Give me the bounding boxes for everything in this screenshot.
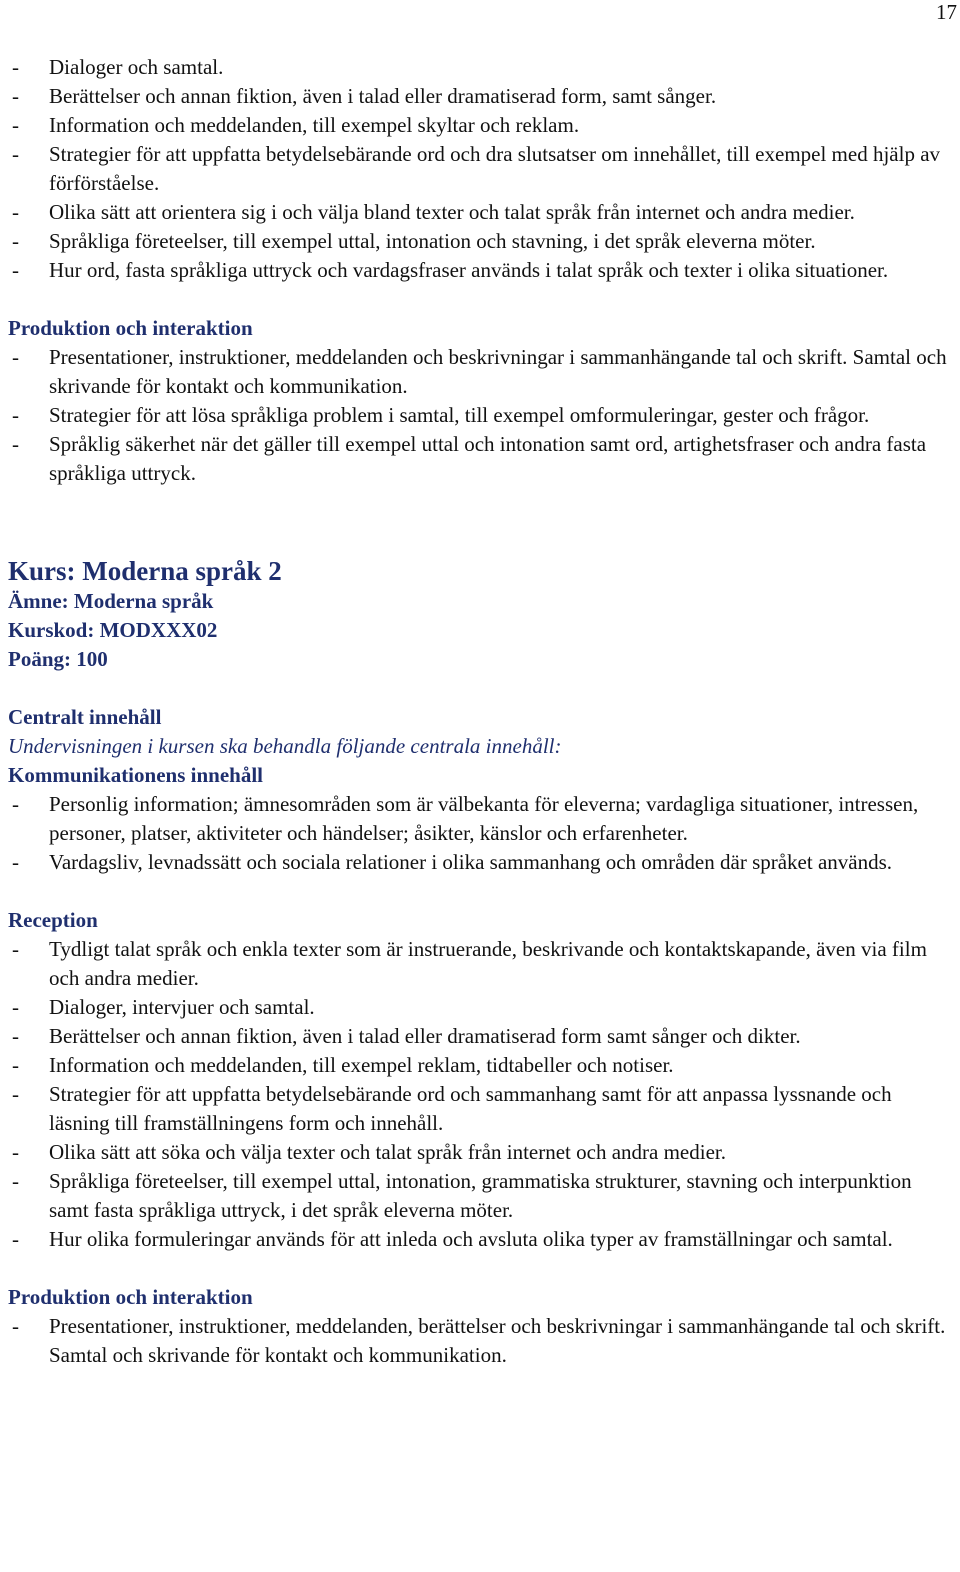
list-item: - Språklig säkerhet när det gäller till exempel uttal och intonation samt ord, artighetsfraser och andra fasta språkliga uttryck. xyxy=(8,430,956,488)
list-item: - Dialoger, intervjuer och samtal. xyxy=(8,993,956,1022)
section-heading-produktion-2: Produktion och interaktion xyxy=(8,1285,253,1309)
list-item: - Vardagsliv, levnadssätt och sociala relationer i olika sammanhang och områden där språket används. xyxy=(8,848,956,877)
produktion-list xyxy=(8,343,956,488)
list-item: - Presentationer, instruktioner, meddelanden, berättelser och beskrivningar i sammanhängande tal och skrift. Samtal och skrivande för kontakt och kommunikation. xyxy=(8,1312,956,1370)
document-body xyxy=(8,53,956,1370)
list-item: - Personlig information; ämnesområden som är välbekanta för eleverna; vardagliga situationer, intressen, personer, platser, aktiviteter och händelser; åsikter, känslor och erfarenheter. xyxy=(8,790,956,848)
kommunikation-list xyxy=(8,790,956,877)
list-item: - Strategier för att uppfatta betydelsebärande ord och dra slutsatser om innehållet, till exempel med hjälp av förförståelse. xyxy=(8,140,956,198)
list-item: - Olika sätt att orientera sig i och välja bland texter och talat språk från internet och andra medier. xyxy=(8,198,956,227)
list-item: - Dialoger och samtal. xyxy=(8,53,956,82)
produktion-list-2 xyxy=(8,1312,956,1370)
reception-list xyxy=(8,935,956,1254)
course-title: Kurs: Moderna språk 2 xyxy=(8,556,282,586)
list-item: - Strategier för att lösa språkliga problem i samtal, till exempel omformuleringar, gester och frågor. xyxy=(8,401,956,430)
section-heading-reception: Reception xyxy=(8,908,98,932)
list-item: - Strategier för att uppfatta betydelsebärande ord och sammanhang samt för att anpassa lyssnande och läsning till framställningens form och innehåll. xyxy=(8,1080,956,1138)
central-content-heading: Centralt innehåll xyxy=(8,705,162,729)
list-item: - Hur ord, fasta språkliga uttryck och vardagsfraser används i talat språk och texter i olika situationer. xyxy=(8,256,956,285)
section-heading-produktion: Produktion och interaktion xyxy=(8,316,253,340)
central-content-intro: Undervisningen i kursen ska behandla följande centrala innehåll: xyxy=(8,734,562,758)
continued-reception-list xyxy=(8,53,956,285)
list-item: - Information och meddelanden, till exempel skyltar och reklam. xyxy=(8,111,956,140)
list-item: - Berättelser och annan fiktion, även i talad eller dramatiserad form samt sånger och dikter. xyxy=(8,1022,956,1051)
list-item: - Tydligt talat språk och enkla texter som är instruerande, beskrivande och kontaktskapande, även via film och andra medier. xyxy=(8,935,956,993)
list-item: - Presentationer, instruktioner, meddelanden och beskrivningar i sammanhängande tal och skrift. Samtal och skrivande för kontakt och kommunikation. xyxy=(8,343,956,401)
section-heading-kommunikation: Kommunikationens innehåll xyxy=(8,763,263,787)
course-points: Poäng: 100 xyxy=(8,647,108,671)
list-item: - Språkliga företeelser, till exempel uttal, intonation, grammatiska strukturer, stavning och interpunktion samt fasta språkliga uttryck, i det språk eleverna möter. xyxy=(8,1167,956,1225)
page-number: 17 xyxy=(936,0,957,24)
course-subject: Ämne: Moderna språk xyxy=(8,589,214,613)
list-item: - Olika sätt att söka och välja texter och talat språk från internet och andra medier. xyxy=(8,1138,956,1167)
course-code: Kurskod: MODXXX02 xyxy=(8,618,218,642)
list-item: - Information och meddelanden, till exempel reklam, tidtabeller och notiser. xyxy=(8,1051,956,1080)
list-item: - Språkliga företeelser, till exempel uttal, intonation och stavning, i det språk eleverna möter. xyxy=(8,227,956,256)
list-item: - Berättelser och annan fiktion, även i talad eller dramatiserad form, samt sånger. xyxy=(8,82,956,111)
list-item: - Hur olika formuleringar används för att inleda och avsluta olika typer av framställningar och samtal. xyxy=(8,1225,956,1254)
